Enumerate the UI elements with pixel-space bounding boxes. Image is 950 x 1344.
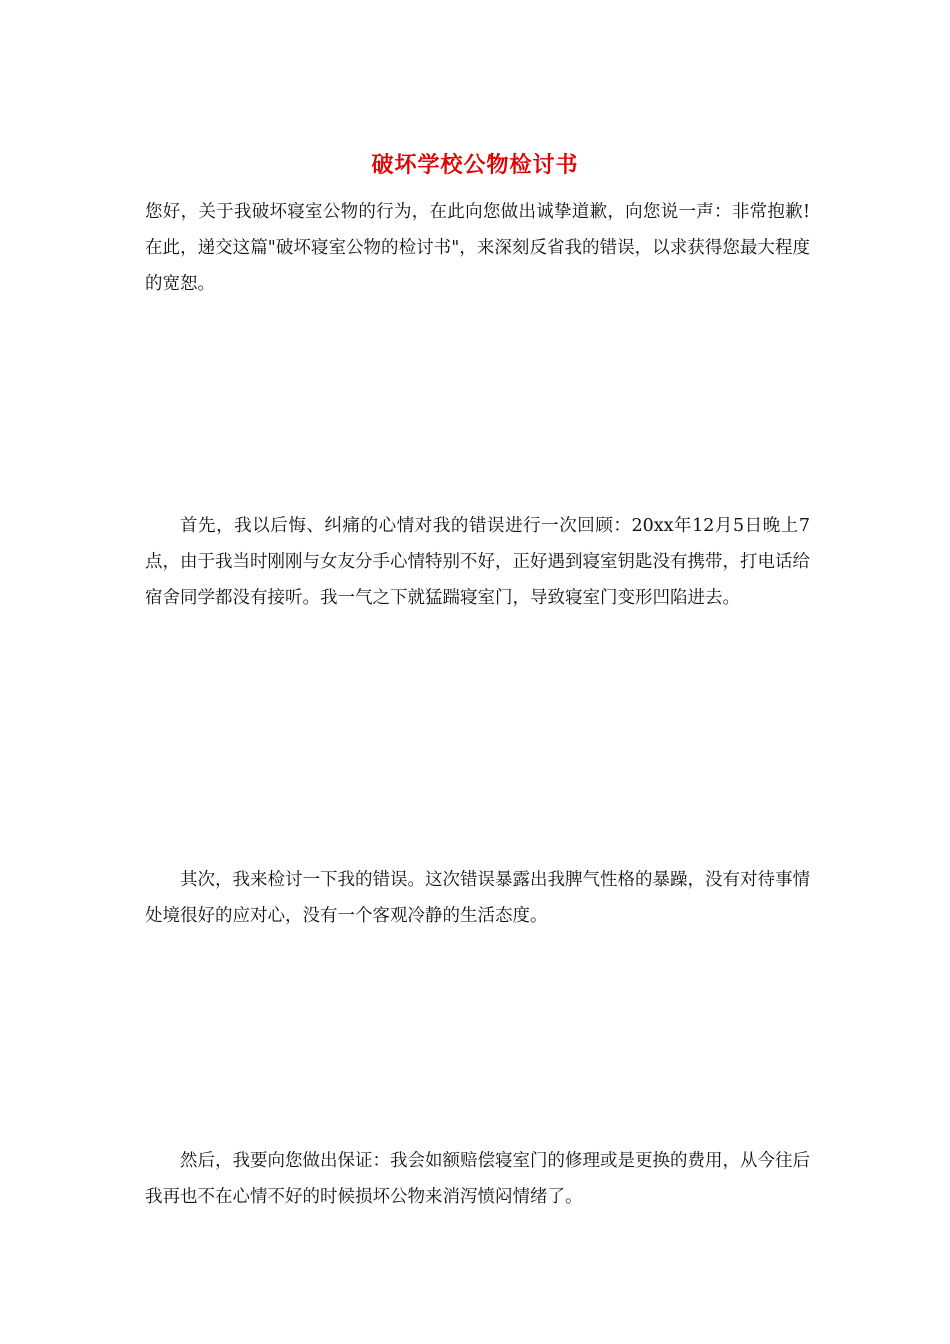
paragraph-guarantee: 然后，我要向您做出保证：我会如额赔偿寝室门的修理或是更换的费用，从今往后我再也不在心情不好的时候损坏公物来消泻愤闷情绪了。 <box>145 1151 810 1207</box>
paragraph-review: 首先，我以后悔、纠痛的心情对我的错误进行一次回顾：20xx年12月5日晚上7点，由于我当时刚刚与女友分手心情特别不好，正好遇到寝室钥匙没有携带，打电话给宿舍同学都没有接听。我一气之下就猛踹寝室门，导致寝室门变形凹陷进去。 <box>145 516 810 608</box>
document-title: 破坏学校公物检讨书 <box>371 152 579 178</box>
paragraph-apology: 您好，关于我破坏寝室公物的行为，在此向您做出诚挚道歉，向您说一声：非常抱歉!在此，递交这篇"破坏寝室公物的检讨书"，来深刻反省我的错误，以求获得您最大程度的宽恕。 <box>145 202 810 294</box>
paragraph-self-criticism: 其次，我来检讨一下我的错误。这次错误暴露出我脾气性格的暴躁，没有对待事情处境很好的应对心，没有一个客观冷静的生活态度。 <box>145 870 810 926</box>
